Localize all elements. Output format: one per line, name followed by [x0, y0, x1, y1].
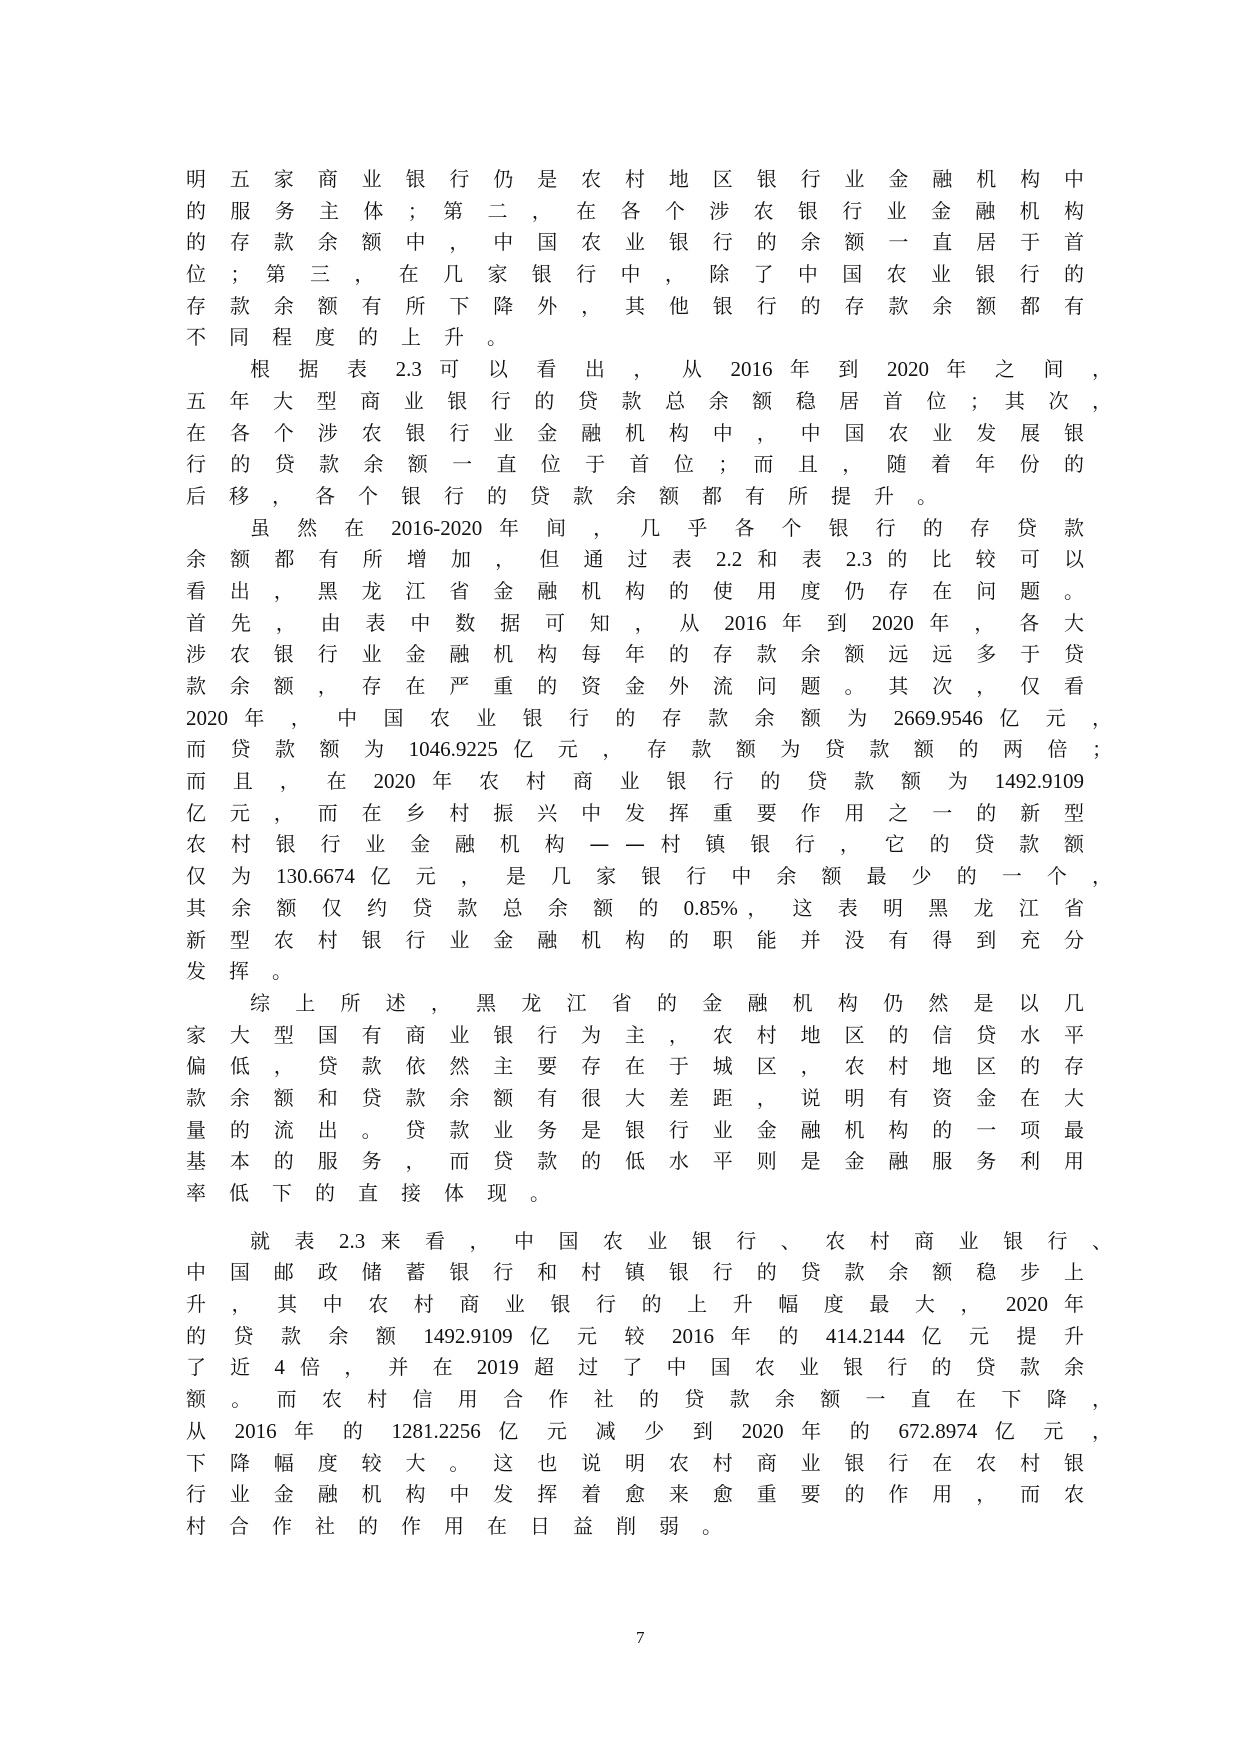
text-line: 村合作社的作用在日益削弱。: [186, 1513, 745, 1538]
text-line: 在 各 个 涉 农 银 行 业 金 融 机 构 中 ， 中 国 农 业 发 展 银: [186, 420, 1084, 445]
text-line: 的 存 款 余 额 中 ， 中 国 农 业 银 行 的 余 额 一 直 居 于 首: [186, 230, 1084, 255]
text-line: 偏 低 ， 贷 款 依 然 主 要 存 在 于 城 区 ， 农 村 地 区 的 存: [186, 1054, 1084, 1079]
text-line: 行 的 贷 款 余 额 一 直 位 于 首 位 ； 而 且 ， 随 着 年 份 的: [186, 452, 1084, 477]
text-line: 农 村 银 行 业 金 融 机 构 — — 村 镇 银 行 ， 它 的 贷 款 额: [186, 832, 1084, 857]
text-line: 2020 年 ， 中 国 农 业 银 行 的 存 款 余 额 为 2669.9546 亿 元 ，: [186, 705, 1112, 730]
text-line: 亿 元 ， 而 在 乡 村 振 兴 中 发 挥 重 要 作 用 之 一 的 新 型: [186, 800, 1084, 825]
text-line: 而 贷 款 额 为 1046.9225 亿 元 ， 存 款 额 为 贷 款 额 的 两 倍 ；: [186, 737, 1112, 762]
text-line: 存 款 余 额 有 所 下 降 外 ， 其 他 银 行 的 存 款 余 额 都 有: [186, 293, 1084, 318]
text-line: 其 余 额 仅 约 贷 款 总 余 额 的 0.85%， 这 表 明 黑 龙 江 省: [186, 895, 1084, 920]
text-line: 款 余 额 ， 存 在 严 重 的 资 金 外 流 问 题 。 其 次 ， 仅 看: [186, 674, 1084, 698]
text-line: 的 服 务 主 体 ； 第 二 ， 在 各 个 涉 农 银 行 业 金 融 机 构: [186, 198, 1084, 223]
text-line: 不同程度的上升。: [186, 325, 530, 350]
text-line: 行 业 金 融 机 构 中 发 挥 着 愈 来 愈 重 要 的 作 用 ， 而 农: [186, 1482, 1084, 1507]
text-line: 量 的 流 出 。 贷 款 业 务 是 银 行 业 金 融 机 构 的 一 项 最: [186, 1117, 1084, 1142]
text-line: 发挥。: [186, 959, 315, 984]
paragraph: [186, 988, 1084, 1210]
text-line: 仅 为 130.6674 亿 元 ， 是 几 家 银 行 中 余 额 最 少 的 一 个 ，: [186, 864, 1112, 889]
body-text: [186, 164, 1113, 1543]
text-line: 款 余 额 和 贷 款 余 额 有 很 大 差 距 ， 说 明 有 资 金 在 大: [186, 1085, 1084, 1110]
text-line: 根 据 表 2.3 可 以 看 出 ， 从 2016 年 到 2020 年 之 间 ，: [250, 357, 1112, 382]
page-number: 7: [636, 1628, 645, 1647]
text-line: 综 上 所 述 ， 黑 龙 江 省 的 金 融 机 构 仍 然 是 以 几: [250, 990, 1084, 1015]
text-line: 位 ； 第 三 ， 在 几 家 银 行 中 ， 除 了 中 国 农 业 银 行 的: [186, 262, 1084, 287]
paragraph: [186, 164, 1084, 354]
text-line: 中 国 邮 政 储 蓄 银 行 和 村 镇 银 行 的 贷 款 余 额 稳 步 上: [186, 1260, 1084, 1285]
paragraph: [186, 1226, 1113, 1543]
text-line: 的 贷 款 余 额 1492.9109 亿 元 较 2016 年 的 414.2144 亿 元 提 升: [186, 1323, 1084, 1348]
text-line: 从 2016 年 的 1281.2256 亿 元 减 少 到 2020 年 的 672.8974 亿 元 ，: [186, 1418, 1113, 1443]
paragraph: [186, 513, 1112, 988]
text-line: 五 年 大 型 商 业 银 行 的 贷 款 总 余 额 稳 居 首 位 ； 其 次 ，: [186, 388, 1112, 413]
text-line: 看 出 ， 黑 龙 江 省 金 融 机 构 的 使 用 度 仍 存 在 问 题 。: [186, 578, 1084, 603]
text-line: 虽 然 在 2016-2020 年 间 ， 几 乎 各 个 银 行 的 存 贷 款: [250, 515, 1084, 540]
paragraph: [186, 354, 1112, 512]
text-line: 后移，各个银行的贷款余额都有所提升。: [186, 483, 960, 508]
text-line: 涉 农 银 行 业 金 融 机 构 每 年 的 存 款 余 额 远 远 多 于 贷: [186, 642, 1084, 667]
text-line: 余 额 都 有 所 增 加 ， 但 通 过 表 2.2 和 表 2.3 的 比 较 可 以: [186, 547, 1084, 572]
text-line: 基 本 的 服 务 ， 而 贷 款 的 低 水 平 则 是 金 融 服 务 利 用: [186, 1149, 1084, 1174]
text-line: 明 五 家 商 业 银 行 仍 是 农 村 地 区 银 行 业 金 融 机 构 中: [186, 167, 1084, 191]
text-line: 首 先 ， 由 表 中 数 据 可 知 ， 从 2016 年 到 2020 年 ， 各 大: [186, 610, 1084, 635]
text-line: 升 ， 其 中 农 村 商 业 银 行 的 上 升 幅 度 最 大 ， 2020 年: [186, 1292, 1085, 1317]
text-line: 了 近 4 倍 ， 并 在 2019 超 过 了 中 国 农 业 银 行 的 贷 款 余: [186, 1355, 1084, 1380]
text-line: 而 且 ， 在 2020 年 农 村 商 业 银 行 的 贷 款 额 为 1492.9109: [186, 769, 1084, 794]
text-line: 新 型 农 村 银 行 业 金 融 机 构 的 职 能 并 没 有 得 到 充 分: [186, 927, 1084, 952]
text-line: 家 大 型 国 有 商 业 银 行 为 主 ， 农 村 地 区 的 信 贷 水 平: [186, 1022, 1084, 1047]
text-line: 下 降 幅 度 较 大 。 这 也 说 明 农 村 商 业 银 行 在 农 村 银: [186, 1450, 1084, 1475]
text-line: 额 。 而 农 村 信 用 合 作 社 的 贷 款 余 额 一 直 在 下 降 ，: [186, 1387, 1112, 1412]
text-line: 就 表 2.3 来 看 ， 中 国 农 业 银 行 、 农 村 商 业 银 行 、: [250, 1228, 1113, 1253]
text-line: 率低下的直接体现。: [186, 1181, 573, 1205]
